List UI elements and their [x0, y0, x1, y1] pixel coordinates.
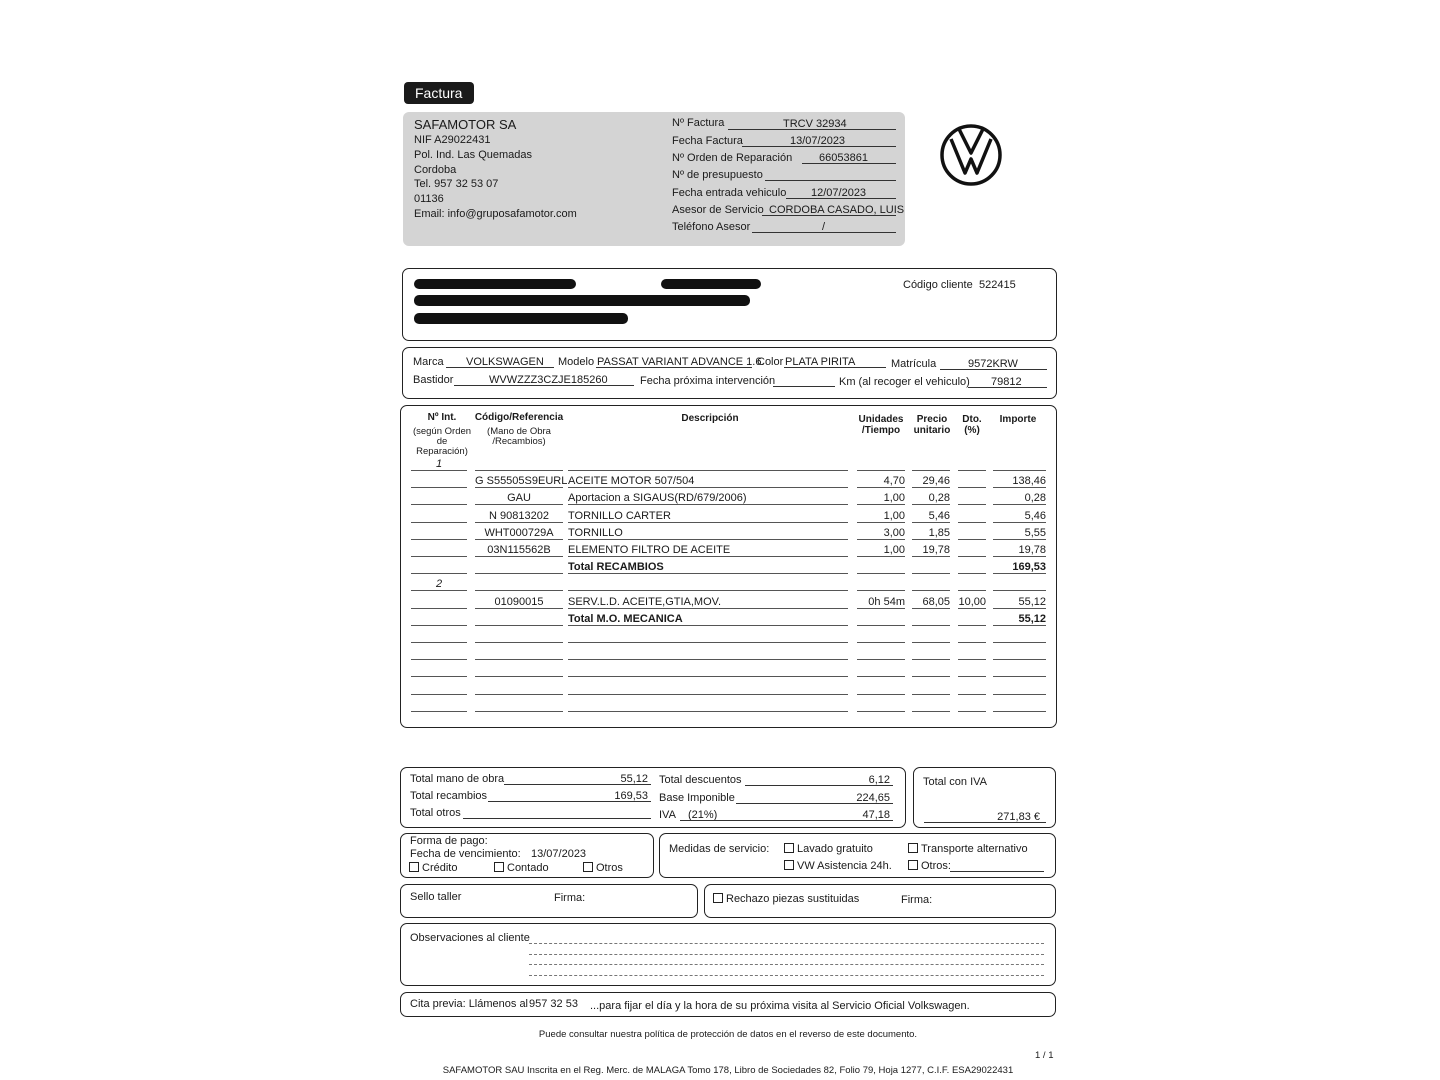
appointment-prefix: Cita previa: Llámenos al — [410, 998, 529, 1010]
other-total-label: Total otros — [410, 807, 461, 819]
cell-code: GAU — [507, 492, 531, 504]
brand-label: Marca — [413, 356, 444, 368]
model: PASSAT VARIANT ADVANCE 1.6. — [597, 356, 765, 368]
cell-price: 0,28 — [928, 492, 950, 504]
parts-total: 169,53 — [614, 790, 648, 802]
tax-base-label: Base Imponible — [659, 792, 735, 804]
signature-2-label: Firma: — [901, 894, 933, 906]
discount-total: 6,12 — [868, 774, 890, 786]
parts-total-label: Total recambios — [410, 790, 488, 802]
assist-option[interactable] — [784, 860, 892, 872]
cell-desc: TORNILLO — [568, 527, 623, 539]
cell-desc: ACEITE MOTOR 507/504 — [568, 475, 695, 487]
cell-code: WHT000729A — [484, 527, 554, 539]
cell-code: G S55505S9EURL — [475, 475, 568, 487]
cell-amount: 55,12 — [1018, 596, 1046, 608]
other-payment-label: Otros — [596, 862, 623, 874]
labour-total: 55,12 — [620, 773, 648, 785]
plate: 9572KRW — [968, 358, 1018, 370]
redacted-client-line-2 — [414, 295, 750, 306]
advisor-phone-label: Teléfono Asesor — [672, 221, 751, 233]
observations-label: Observaciones al cliente — [410, 932, 530, 944]
payment-label: Forma de pago: — [410, 835, 488, 847]
col-num-header: Nº Int. — [427, 412, 457, 423]
cell-code: N 90813202 — [489, 510, 549, 522]
invoice-tab — [404, 82, 474, 104]
col-code-header: Código/Referencia — [474, 412, 564, 423]
plate-label: Matrícula — [891, 358, 937, 370]
cell-amount: 19,78 — [1018, 544, 1046, 556]
assist-label: VW Asistencia 24h. — [797, 860, 892, 872]
km-label: Km (al recoger el vehiculo) — [839, 376, 970, 388]
redacted-client-line-1 — [414, 279, 576, 289]
cell-amount: 0,28 — [1024, 492, 1046, 504]
other-service-option[interactable] — [908, 860, 951, 872]
cell-num: 1 — [435, 458, 443, 470]
invoice-number-label: Nº Factura — [672, 117, 725, 129]
discount-total-label: Total descuentos — [659, 774, 742, 786]
cell-units: 1,00 — [883, 492, 905, 504]
other-payment-option[interactable] — [583, 862, 623, 874]
cell-amount: 138,46 — [1012, 475, 1046, 487]
vin-label: Bastidor — [413, 374, 454, 386]
cell-price: 19,78 — [922, 544, 950, 556]
repair-order-label: Nº Orden de Reparación — [672, 152, 793, 164]
invoice-date: 13/07/2023 — [790, 135, 846, 147]
color: PLATA PIRITA — [785, 356, 856, 368]
col-price-header: Precio unitario — [913, 414, 951, 436]
next-service-label: Fecha próxima intervención — [640, 375, 776, 387]
brand: VOLKSWAGEN — [466, 356, 544, 368]
cell-desc: Total M.O. MECANICA — [568, 613, 683, 625]
stamp-label: Sello taller — [410, 891, 462, 903]
due-date-label: Fecha de vencimiento: — [410, 848, 521, 860]
entry-date-label: Fecha entrada vehiculo — [672, 187, 787, 199]
col-num-subheader: (según Orden de Reparación) — [412, 426, 472, 457]
appointment-suffix: ...para fijar el día y la hora de su próxima visita al Servicio Oficial Volkswagen. — [590, 1000, 970, 1012]
cell-units: 4,70 — [883, 475, 905, 487]
advisor: CORDOBA CASADO, LUIS — [769, 204, 905, 216]
company-city: Cordoba — [414, 164, 457, 176]
cell-units: 1,00 — [883, 544, 905, 556]
cell-code: 03N115562B — [487, 544, 551, 556]
transport-label: Transporte alternativo — [921, 843, 1028, 855]
cell-desc: ELEMENTO FILTRO DE ACEITE — [568, 544, 731, 556]
cash-label: Contado — [507, 862, 549, 874]
transport-checkbox[interactable] — [908, 843, 918, 853]
signature-label: Firma: — [554, 892, 586, 904]
cell-desc: Aportacion a SIGAUS(RD/679/2006) — [568, 492, 747, 504]
client-code-label: Código cliente — [903, 279, 973, 291]
cash-checkbox[interactable] — [494, 862, 504, 872]
invoice-tab-label: Factura — [415, 85, 463, 101]
vw-logo-icon — [939, 123, 1003, 187]
service-label: Medidas de servicio: — [669, 843, 770, 855]
cell-amount: 5,46 — [1024, 510, 1046, 522]
redacted-client-line-3 — [414, 313, 628, 324]
advisor-label: Asesor de Servicio — [672, 204, 764, 216]
reject-checkbox[interactable] — [713, 893, 723, 903]
col-code-subheader: (Mano de Obra /Recambios) — [487, 426, 551, 447]
vat-label: IVA — [659, 809, 676, 821]
col-amount-header: Importe — [999, 414, 1037, 425]
color-label: Color — [757, 356, 784, 368]
client-code: 522415 — [979, 279, 1016, 291]
credit-option[interactable] — [409, 862, 457, 874]
due-date: 13/07/2023 — [531, 848, 587, 860]
labour-total-label: Total mano de obra — [410, 773, 505, 785]
col-dto-header: Dto. (%) — [962, 414, 982, 436]
company-name: SAFAMOTOR SA — [414, 117, 517, 132]
cell-price: 1,85 — [928, 527, 950, 539]
cell-amount: 5,55 — [1024, 527, 1046, 539]
assist-checkbox[interactable] — [784, 860, 794, 870]
col-desc-header: Descripción — [681, 413, 739, 424]
company-nif: NIF A29022431 — [414, 134, 491, 146]
cell-price: 5,46 — [928, 510, 950, 522]
vat: 47,18 — [862, 809, 890, 821]
redacted-client-line-1b — [661, 279, 761, 289]
col-units-header: Unidades /Tiempo — [858, 414, 904, 436]
other-payment-checkbox[interactable] — [583, 862, 593, 872]
transport-option[interactable] — [908, 843, 1028, 855]
other-service-label: Otros: — [921, 860, 951, 872]
km: 79812 — [991, 376, 1022, 388]
advisor-phone: / — [822, 221, 826, 233]
cell-desc: TORNILLO CARTER — [568, 510, 671, 522]
cell-amount: 55,12 — [1018, 613, 1046, 625]
reject-label: Rechazo piezas sustituidas — [726, 893, 860, 905]
vin: WVWZZZ3CZJE185260 — [489, 374, 608, 386]
cell-units: 1,00 — [883, 510, 905, 522]
invoice-number: TRCV 32934 — [783, 118, 847, 130]
wash-checkbox[interactable] — [784, 843, 794, 853]
invoice-date-label: Fecha Factura — [672, 135, 743, 147]
cell-amount: 169,53 — [1012, 561, 1046, 573]
cell-desc: Total RECAMBIOS — [568, 561, 664, 573]
vat-rate: (21%) — [688, 809, 718, 821]
cell-price: 68,05 — [922, 596, 950, 608]
cell-code: 01090015 — [494, 596, 544, 608]
budget-label: Nº de presupuesto — [672, 169, 763, 181]
cell-num: 2 — [435, 578, 443, 590]
company-phone: Tel. 957 32 53 07 — [414, 178, 499, 190]
cash-option[interactable] — [494, 862, 549, 874]
page-number: 1 / 1 — [1035, 1050, 1054, 1061]
other-service-checkbox[interactable] — [908, 860, 918, 870]
model-label: Modelo — [558, 356, 595, 368]
privacy-note: Puede consultar nuestra política de protección de datos en el reverso de este documento. — [538, 1029, 918, 1040]
grand-total: 271,83 € — [997, 811, 1040, 823]
cell-dto: 10,00 — [958, 596, 986, 608]
cell-price: 29,46 — [922, 475, 950, 487]
legal-footer: SAFAMOTOR SAU Inscrita en el Reg. Merc. de MALAGA Tomo 178, Libro de Sociedades 82, Folio 79, Hoja 1277, C.I.F. ESA29022431 — [442, 1065, 1014, 1076]
repair-order: 66053861 — [819, 152, 868, 164]
company-address: Pol. Ind. Las Quemadas — [414, 149, 533, 161]
company-postal: 01136 — [414, 193, 444, 205]
vehicle-box — [402, 347, 1057, 399]
credit-checkbox[interactable] — [409, 862, 419, 872]
cell-units: 0h 54m — [868, 596, 905, 608]
reject-option[interactable] — [713, 893, 859, 905]
tax-base: 224,65 — [856, 792, 890, 804]
credit-label: Crédito — [422, 862, 458, 874]
appointment-phone: 957 32 53 — [529, 998, 578, 1010]
entry-date: 12/07/2023 — [811, 187, 867, 199]
wash-label: Lavado gratuito — [797, 843, 873, 855]
grand-total-label: Total con IVA — [923, 776, 987, 788]
wash-option[interactable] — [784, 843, 873, 855]
cell-units: 3,00 — [883, 527, 905, 539]
company-email: Email: info@gruposafamotor.com — [414, 208, 577, 220]
cell-desc: SERV.L.D. ACEITE,GTIA,MOV. — [568, 596, 722, 608]
